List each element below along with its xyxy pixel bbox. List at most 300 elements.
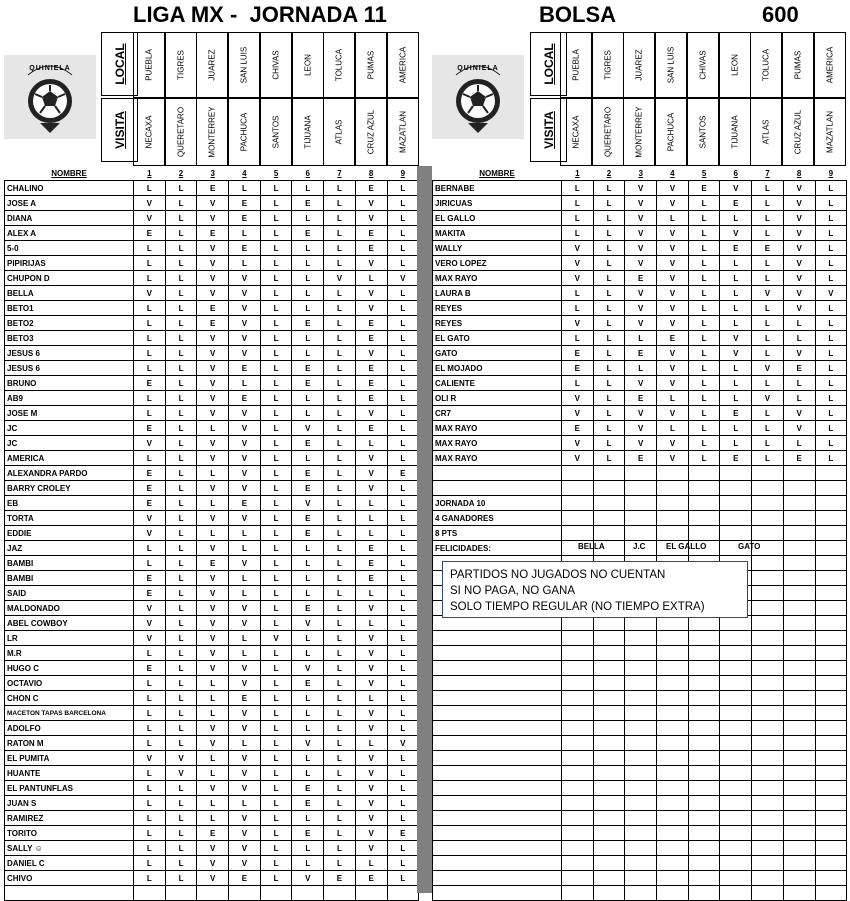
- empty-cell: [688, 796, 720, 811]
- prediction-cell: E: [229, 871, 261, 886]
- prediction-cell: V: [355, 631, 387, 646]
- prediction-cell: L: [324, 376, 356, 391]
- prediction-cell: L: [165, 361, 197, 376]
- empty-cell: [229, 886, 261, 901]
- logo-text: QUINIELA: [29, 65, 71, 72]
- empty-cell: [625, 676, 657, 691]
- player-name: AB9: [5, 391, 134, 406]
- empty-cell: [593, 856, 625, 871]
- game-number: 2: [606, 168, 612, 178]
- prediction-cell: L: [165, 526, 197, 541]
- prediction-cell: L: [752, 316, 784, 331]
- player-name: WALLY: [433, 241, 562, 256]
- table-header: [433, 166, 847, 181]
- empty-cell: [433, 631, 562, 646]
- prediction-cell: V: [625, 301, 657, 316]
- empty-cell: [783, 736, 815, 751]
- player-name: ALEX A: [5, 226, 134, 241]
- prediction-cell: E: [134, 661, 166, 676]
- prediction-cell: L: [593, 361, 625, 376]
- table-row: [433, 751, 847, 766]
- prediction-cell: L: [752, 346, 784, 361]
- empty-cell: [688, 856, 720, 871]
- empty-cell: [783, 586, 815, 601]
- prediction-cell: L: [593, 286, 625, 301]
- table-row: [433, 271, 847, 286]
- prediction-cell: L: [815, 256, 847, 271]
- empty-cell: [657, 781, 689, 796]
- away-team-name: QUERETARO: [176, 106, 186, 158]
- prediction-cell: V: [657, 436, 689, 451]
- prediction-cell: V: [355, 256, 387, 271]
- empty-cell: [625, 691, 657, 706]
- prediction-cell: V: [197, 271, 229, 286]
- prediction-cell: V: [197, 331, 229, 346]
- prediction-cell: L: [134, 361, 166, 376]
- prediction-cell: V: [229, 856, 261, 871]
- player-name: BERNABE: [433, 181, 562, 196]
- prediction-cell: V: [197, 601, 229, 616]
- prediction-cell: V: [197, 256, 229, 271]
- player-name: EL PUMITA: [5, 751, 134, 766]
- prediction-cell: L: [260, 841, 292, 856]
- away-team-name: ATLAS: [334, 119, 344, 145]
- prediction-cell: L: [260, 301, 292, 316]
- prediction-cell: V: [783, 286, 815, 301]
- prediction-cell: V: [625, 211, 657, 226]
- empty-cell: [720, 856, 752, 871]
- empty-cell: [593, 826, 625, 841]
- prediction-cell: E: [657, 331, 689, 346]
- empty-cell: [720, 481, 752, 496]
- prediction-cell: L: [292, 211, 324, 226]
- game-number: 6: [733, 168, 738, 178]
- away-team: [323, 98, 355, 166]
- prediction-cell: V: [197, 841, 229, 856]
- prediction-cell: L: [625, 361, 657, 376]
- prediction-cell: L: [229, 181, 261, 196]
- prediction-cell: L: [688, 301, 720, 316]
- away-team: [782, 98, 814, 166]
- game-number: 6: [305, 168, 310, 178]
- empty-cell: [783, 796, 815, 811]
- prediction-cell: E: [387, 466, 419, 481]
- table-row: [433, 631, 847, 646]
- prediction-cell: L: [815, 406, 847, 421]
- table-row: [433, 841, 847, 856]
- table-row: [433, 301, 847, 316]
- prediction-cell: L: [387, 391, 419, 406]
- table-row: [433, 346, 847, 361]
- prediction-cell: E: [720, 196, 752, 211]
- home-team-name: PUEBLA: [571, 49, 581, 81]
- prediction-cell: L: [165, 706, 197, 721]
- prediction-cell: E: [197, 181, 229, 196]
- away-team: [387, 98, 419, 166]
- prediction-cell: L: [387, 706, 419, 721]
- empty-cell: [720, 751, 752, 766]
- prediction-cell: L: [165, 181, 197, 196]
- prediction-cell: L: [324, 436, 356, 451]
- empty-cell: [657, 496, 689, 511]
- empty-cell: [593, 871, 625, 886]
- empty-cell: [657, 511, 689, 526]
- away-team-name: NECAXA: [144, 115, 154, 149]
- empty-cell: [815, 856, 847, 871]
- home-team-name: PUEBLA: [144, 49, 154, 81]
- prediction-cell: L: [260, 571, 292, 586]
- prediction-cell: E: [197, 301, 229, 316]
- empty-cell: [593, 736, 625, 751]
- prediction-cell: L: [134, 316, 166, 331]
- empty-cell: [625, 481, 657, 496]
- prediction-cell: L: [387, 526, 419, 541]
- prediction-cell: V: [197, 346, 229, 361]
- prediction-cell: L: [260, 391, 292, 406]
- empty-cell: [783, 706, 815, 721]
- table-row: [5, 721, 419, 736]
- prediction-cell: L: [292, 586, 324, 601]
- quiniela-logo: [4, 55, 96, 139]
- prediction-cell: L: [324, 346, 356, 361]
- prediction-cell: L: [387, 541, 419, 556]
- prediction-cell: L: [562, 226, 594, 241]
- prediction-cell: L: [292, 571, 324, 586]
- empty-cell: [593, 661, 625, 676]
- prediction-cell: V: [292, 421, 324, 436]
- prediction-cell: L: [355, 736, 387, 751]
- prediction-cell: V: [625, 196, 657, 211]
- prediction-cell: L: [324, 511, 356, 526]
- name-header: NOMBRE: [51, 168, 87, 178]
- prediction-cell: V: [625, 316, 657, 331]
- local-label-text: LOCAL: [112, 43, 127, 85]
- prediction-cell: L: [292, 241, 324, 256]
- prediction-cell: L: [324, 676, 356, 691]
- prediction-cell: L: [324, 721, 356, 736]
- prediction-cell: V: [229, 841, 261, 856]
- prediction-cell: V: [657, 346, 689, 361]
- table-row: [433, 241, 847, 256]
- prediction-cell: V: [355, 406, 387, 421]
- prediction-cell: L: [387, 631, 419, 646]
- prediction-cell: V: [197, 781, 229, 796]
- player-name: CHON C: [5, 691, 134, 706]
- empty-cell: [593, 841, 625, 856]
- empty-cell: [593, 811, 625, 826]
- prediction-cell: E: [752, 241, 784, 256]
- empty-cell: [752, 616, 784, 631]
- table-row: [433, 391, 847, 406]
- prediction-cell: L: [387, 436, 419, 451]
- player-name: BRUNO: [5, 376, 134, 391]
- game-number: 1: [575, 168, 580, 178]
- prediction-cell: L: [752, 256, 784, 271]
- prediction-cell: L: [165, 556, 197, 571]
- empty-cell: [783, 811, 815, 826]
- empty-cell: [783, 691, 815, 706]
- empty-cell: [625, 856, 657, 871]
- table-row: [433, 256, 847, 271]
- empty-cell: [433, 706, 562, 721]
- prediction-cell: V: [355, 346, 387, 361]
- prediction-cell: L: [324, 736, 356, 751]
- prediction-cell: V: [625, 436, 657, 451]
- empty-cell: [688, 481, 720, 496]
- prediction-cell: L: [134, 706, 166, 721]
- table-row: [433, 361, 847, 376]
- home-team: [133, 32, 165, 98]
- prediction-cell: L: [657, 391, 689, 406]
- prediction-cell: L: [165, 631, 197, 646]
- prediction-cell: V: [355, 751, 387, 766]
- empty-cell: [657, 526, 689, 541]
- empty-cell: [815, 496, 847, 511]
- home-team: [592, 32, 624, 98]
- table-row: [433, 481, 847, 496]
- empty-cell: [593, 646, 625, 661]
- prediction-cell: L: [260, 736, 292, 751]
- prediction-cell: L: [783, 376, 815, 391]
- table-row: [5, 586, 419, 601]
- prediction-cell: L: [165, 721, 197, 736]
- prediction-cell: V: [292, 736, 324, 751]
- prediction-cell: L: [229, 526, 261, 541]
- empty-cell: [562, 526, 594, 541]
- prediction-cell: V: [657, 316, 689, 331]
- empty-cell: [720, 526, 752, 541]
- prediction-cell: V: [134, 211, 166, 226]
- empty-cell: [752, 526, 784, 541]
- empty-cell: [593, 481, 625, 496]
- prediction-cell: L: [324, 196, 356, 211]
- table-row: [5, 346, 419, 361]
- table-row: [5, 376, 419, 391]
- prediction-cell: L: [165, 421, 197, 436]
- prediction-cell: E: [292, 511, 324, 526]
- prediction-cell: E: [355, 331, 387, 346]
- empty-cell: [720, 721, 752, 736]
- empty-cell: [688, 526, 720, 541]
- game-number: 8: [796, 168, 802, 178]
- player-name: OCTAVIO: [5, 676, 134, 691]
- away-team: [260, 98, 292, 166]
- prediction-cell: E: [229, 391, 261, 406]
- prediction-cell: V: [229, 301, 261, 316]
- prediction-cell: L: [134, 271, 166, 286]
- prediction-cell: L: [752, 331, 784, 346]
- table-row: [433, 766, 847, 781]
- empty-cell: [657, 466, 689, 481]
- prediction-cell: V: [229, 601, 261, 616]
- empty-cell: [815, 556, 847, 571]
- prediction-cell: L: [134, 811, 166, 826]
- prediction-cell: L: [815, 391, 847, 406]
- prediction-cell: L: [165, 451, 197, 466]
- table-row: [433, 646, 847, 661]
- prediction-cell: L: [324, 556, 356, 571]
- prediction-cell: E: [720, 241, 752, 256]
- empty-cell: [752, 556, 784, 571]
- prediction-cell: L: [292, 271, 324, 286]
- player-name: RATON M: [5, 736, 134, 751]
- prediction-cell: L: [387, 796, 419, 811]
- prediction-cell: L: [387, 661, 419, 676]
- prediction-cell: E: [355, 421, 387, 436]
- prediction-cell: L: [324, 181, 356, 196]
- prediction-cell: L: [752, 211, 784, 226]
- prediction-cell: V: [197, 211, 229, 226]
- prediction-cell: L: [260, 241, 292, 256]
- table-row: [433, 721, 847, 736]
- prediction-cell: E: [720, 451, 752, 466]
- prediction-cell: L: [324, 481, 356, 496]
- prediction-cell: L: [324, 361, 356, 376]
- prediction-cell: L: [324, 841, 356, 856]
- table-row: [433, 211, 847, 226]
- prediction-cell: V: [562, 241, 594, 256]
- prediction-cell: L: [165, 241, 197, 256]
- prediction-cell: L: [387, 766, 419, 781]
- table-row: [5, 661, 419, 676]
- right-predictions-table: [432, 166, 847, 901]
- prediction-cell: V: [355, 796, 387, 811]
- prediction-cell: L: [324, 541, 356, 556]
- prediction-cell: L: [229, 376, 261, 391]
- table-row: [433, 706, 847, 721]
- player-name: MAX RAYO: [433, 271, 562, 286]
- away-team: [814, 98, 846, 166]
- home-team: [228, 32, 260, 98]
- empty-cell: [625, 886, 657, 901]
- prediction-cell: V: [134, 286, 166, 301]
- empty-cell: [593, 496, 625, 511]
- table-row: [5, 631, 419, 646]
- table-row: [5, 541, 419, 556]
- table-row: [433, 856, 847, 871]
- empty-cell: [720, 826, 752, 841]
- home-team: [387, 32, 419, 98]
- away-team-name: MONTERREY: [634, 106, 644, 158]
- rule-line: PARTIDOS NO JUGADOS NO CUENTAN: [450, 569, 666, 581]
- empty-cell: [783, 466, 815, 481]
- empty-cell: [593, 511, 625, 526]
- prediction-cell: V: [625, 406, 657, 421]
- prediction-cell: L: [292, 646, 324, 661]
- game-number: 7: [765, 168, 770, 178]
- prediction-cell: L: [165, 811, 197, 826]
- prediction-cell: L: [229, 631, 261, 646]
- prediction-cell: E: [355, 556, 387, 571]
- empty-cell: [752, 691, 784, 706]
- prediction-cell: L: [134, 826, 166, 841]
- away-team-name: NECAXA: [571, 115, 581, 149]
- prediction-cell: L: [593, 331, 625, 346]
- empty-cell: [433, 856, 562, 871]
- prediction-cell: L: [324, 421, 356, 436]
- prediction-cell: L: [752, 436, 784, 451]
- prediction-cell: L: [815, 226, 847, 241]
- empty-cell: [752, 571, 784, 586]
- prediction-cell: L: [324, 301, 356, 316]
- prediction-cell: V: [229, 271, 261, 286]
- prediction-cell: L: [197, 466, 229, 481]
- empty-cell: [355, 886, 387, 901]
- prediction-cell: L: [165, 406, 197, 421]
- empty-cell: [657, 646, 689, 661]
- prediction-cell: L: [134, 301, 166, 316]
- prediction-cell: L: [292, 256, 324, 271]
- empty-cell: [593, 781, 625, 796]
- game-number: 2: [178, 168, 184, 178]
- empty-cell: [625, 496, 657, 511]
- prediction-cell: L: [324, 211, 356, 226]
- away-team: [687, 98, 719, 166]
- prediction-cell: L: [324, 631, 356, 646]
- empty-cell: [625, 706, 657, 721]
- table-row: [5, 646, 419, 661]
- table-row: [5, 181, 419, 196]
- empty-cell: [324, 886, 356, 901]
- prediction-cell: E: [292, 466, 324, 481]
- empty-cell: [292, 886, 324, 901]
- prediction-cell: L: [783, 436, 815, 451]
- empty-cell: [625, 766, 657, 781]
- prediction-cell: V: [229, 436, 261, 451]
- prediction-cell: L: [165, 511, 197, 526]
- empty-cell: [562, 781, 594, 796]
- prediction-cell: V: [783, 421, 815, 436]
- prediction-cell: L: [165, 271, 197, 286]
- prediction-cell: L: [783, 331, 815, 346]
- prediction-cell: V: [355, 766, 387, 781]
- table-row: [5, 466, 419, 481]
- prediction-cell: E: [783, 451, 815, 466]
- empty-cell: [815, 826, 847, 841]
- prediction-cell: V: [197, 616, 229, 631]
- empty-cell: [562, 661, 594, 676]
- prediction-cell: E: [292, 436, 324, 451]
- away-team-name: TIJUANA: [303, 115, 312, 149]
- player-name: CHUPON D: [5, 271, 134, 286]
- table-row: [5, 406, 419, 421]
- prediction-cell: L: [593, 421, 625, 436]
- prediction-cell: V: [783, 406, 815, 421]
- empty-cell: [783, 886, 815, 901]
- table-row: [5, 751, 419, 766]
- prediction-cell: L: [260, 676, 292, 691]
- prediction-cell: L: [625, 331, 657, 346]
- player-name: EL MOJADO: [433, 361, 562, 376]
- prediction-cell: L: [562, 196, 594, 211]
- empty-cell: [783, 841, 815, 856]
- prediction-cell: L: [387, 361, 419, 376]
- prediction-cell: L: [260, 481, 292, 496]
- prediction-cell: L: [229, 646, 261, 661]
- prediction-cell: L: [260, 796, 292, 811]
- prediction-cell: V: [292, 871, 324, 886]
- prediction-cell: L: [260, 466, 292, 481]
- prediction-cell: L: [260, 856, 292, 871]
- prediction-cell: L: [260, 751, 292, 766]
- prediction-cell: L: [387, 211, 419, 226]
- player-name: HUANTE: [5, 766, 134, 781]
- prediction-cell: V: [165, 766, 197, 781]
- prediction-cell: V: [229, 556, 261, 571]
- prediction-cell: L: [593, 211, 625, 226]
- prediction-cell: L: [562, 286, 594, 301]
- player-name: DIANA: [5, 211, 134, 226]
